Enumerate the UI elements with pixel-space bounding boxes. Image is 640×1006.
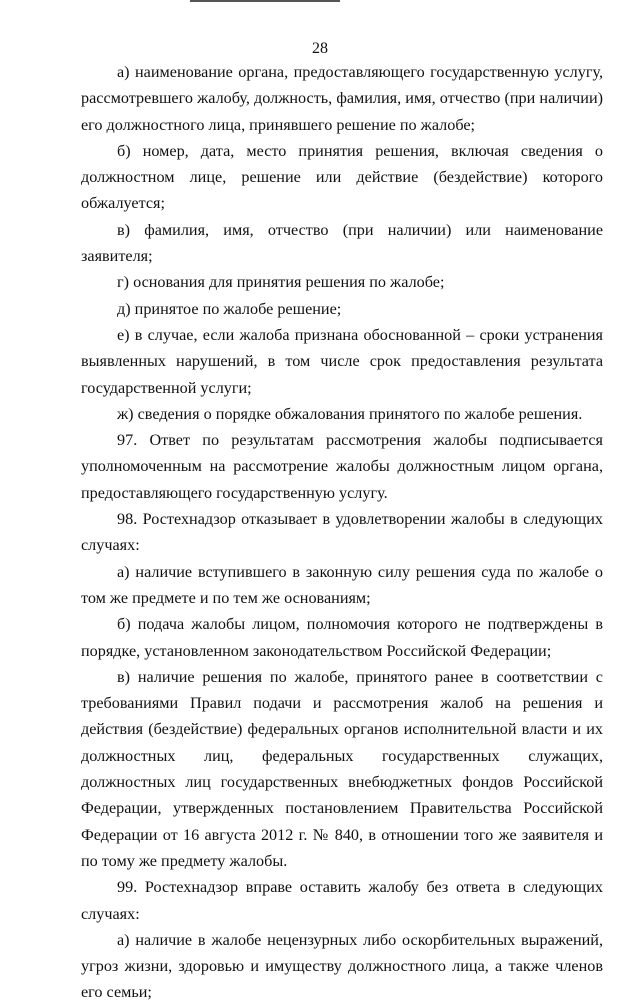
document-body xyxy=(81,59,603,1006)
paragraph-v-applicant-name: в) фамилия, имя, отчество (при наличии) или наименование заявителя; xyxy=(81,220,603,266)
paragraph-zh-appeal-procedure: ж) сведения о порядке обжалования принятого по жалобе решения. xyxy=(117,404,583,423)
paragraph-98-b-unconfirmed-authority: б) подача жалобы лицом, полномочия которого не подтверждены в порядке, установленном законодательством Российской Федерации; xyxy=(81,615,603,660)
paragraph-98-a-court-decision: а) наличие вступившего в законную силу решения суда по жалобе о том же предмете и по тем же основаниям; xyxy=(81,562,603,607)
paragraph-98-refusal-cases: 98. Ростехнадзор отказывает в удовлетворении жалобы в следующих случаях: xyxy=(81,510,603,555)
paragraph-99-a-offensive-language: а) наличие в жалобе нецензурных либо оскорбительных выражений, угроз жизни, здоровью и имуществу должностного лица, а также членов его семьи; xyxy=(81,930,603,1002)
page-number: 28 xyxy=(312,40,328,57)
paragraph-99-no-response-cases: 99. Ростехнадзор вправе оставить жалобу без ответа в следующих случаях: xyxy=(81,878,603,923)
paragraph-d-decision: д) принятое по жалобе решение; xyxy=(117,299,342,318)
paragraph-a-org-name: а) наименование органа, предоставляющего государственную услугу, рассмотревшего жалобу, должность, фамилия, имя, отчество (при наличии) его должностного лица, принявшего решение по жалобе; xyxy=(81,63,603,134)
paragraph-b-decision-details: б) номер, дата, место принятия решения, включая сведения о должностном лице, решение или действие (бездействие) которого обжалуется; xyxy=(81,141,603,213)
paragraph-g-grounds: г) основания для принятия решения по жалобе; xyxy=(117,273,445,292)
paragraph-e-remedy-deadlines: е) в случае, если жалоба признана обоснованной – сроки устранения выявленных нарушений, в том числе срок предоставления результата государственной услуги; xyxy=(81,325,603,397)
paragraph-98-v-prior-decision: в) наличие решения по жалобе, принятого ранее в соответствии с требованиями Правил подачи и рассмотрения жалоб на решения и действия (бездействие) федеральных органов исполнительной власти и их должностных лиц, федеральных государственных служащих, должностных лиц государственных внебюджетных фондов Российской Федерации, утвержденных постановлением Правительства Российской Федерации от 16 августа 2012 г. № 840, в отношении того же заявителя и по тому же предмету жалобы. xyxy=(81,667,603,870)
paragraph-97-response-signature: 97. Ответ по результатам рассмотрения жалобы подписывается уполномоченным на рассмотрение жалобы должностным лицом органа, предоставляющего государственную услугу. xyxy=(81,431,603,502)
